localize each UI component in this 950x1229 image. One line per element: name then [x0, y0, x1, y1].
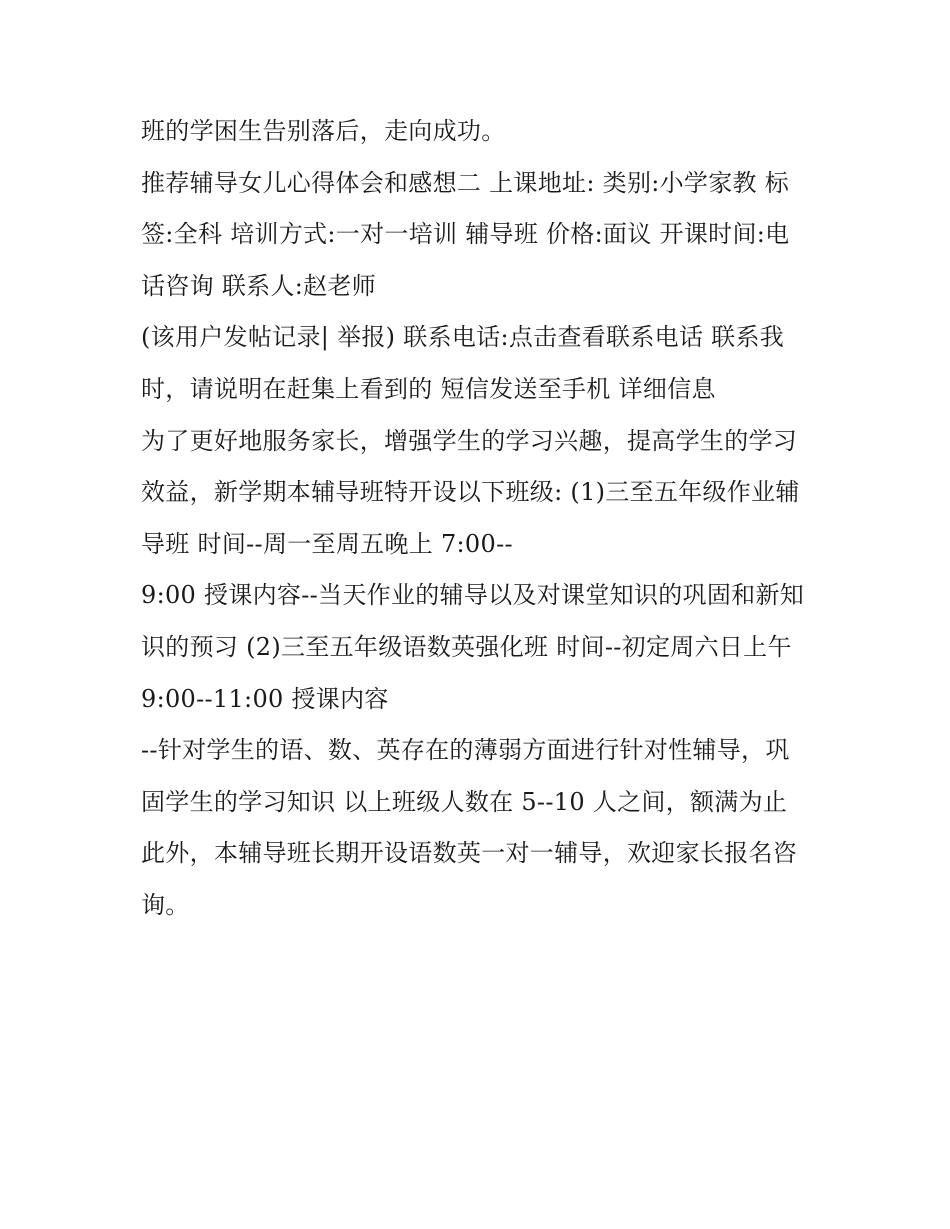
- text-line: --针对学生的语、数、英存在的薄弱方面进行针对性辅导，巩: [141, 736, 790, 765]
- text-line: 9:00--11:00 授课内容: [141, 684, 389, 713]
- document-body: [141, 106, 831, 932]
- text-line: 固学生的学习知识 以上班级人数在 5--10 人之间，额满为止: [141, 787, 788, 816]
- text-line: 9:00 授课内容--当天作业的辅导以及对课堂知识的巩固和新知: [141, 581, 805, 610]
- text-line: 导班 时间--周一至周五晚上 7:00--: [141, 529, 513, 558]
- text-line: 班的学困生告别落后，走向成功。: [141, 117, 506, 145]
- text-line: 为了更好地服务家长，增强学生的学习兴趣，提高学生的学习: [141, 426, 798, 455]
- text-line: 签:全科 培训方式:一对一培训 辅导班 价格:面议 开课时间:电: [141, 220, 790, 249]
- text-line: 识的预习 (2)三至五年级语数英强化班 时间--初定周六日上午: [141, 632, 792, 661]
- text-line: 话咨询 联系人:赵老师: [141, 271, 377, 300]
- text-line: 推荐辅导女儿心得体会和感想二 上课地址: 类别:小学家教 标: [141, 168, 790, 197]
- text-line: 询。: [141, 890, 190, 919]
- text-line: 此外，本辅导班长期开设语数英一对一辅导，欢迎家长报名咨: [141, 839, 798, 868]
- text-line: 效益，新学期本辅导班特开设以下班级: (1)三至五年级作业辅: [141, 478, 800, 507]
- text-line: 时，请说明在赶集上看到的 短信发送至手机 详细信息: [141, 374, 716, 403]
- text-line: (该用户发帖记录| 举报) 联系电话:点击查看联系电话 联系我: [141, 323, 785, 352]
